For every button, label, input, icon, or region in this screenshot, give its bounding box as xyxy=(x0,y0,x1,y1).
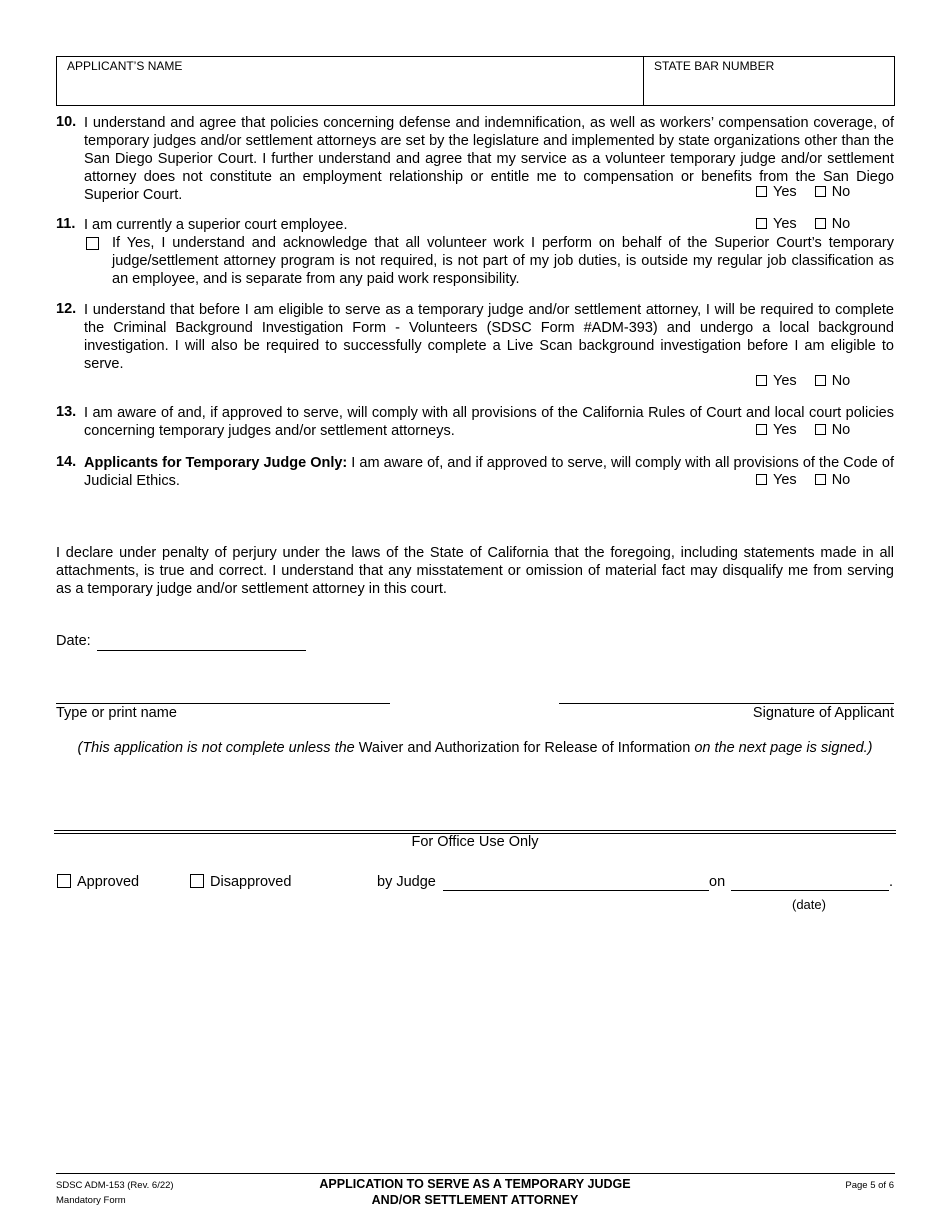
checkbox-icon[interactable] xyxy=(815,186,826,197)
applicant-name-field[interactable] xyxy=(57,57,644,105)
item-11-acknowledge-checkbox[interactable] xyxy=(86,237,99,250)
item-14-bold-lead: Applicants for Temporary Judge Only: xyxy=(84,455,348,471)
item-12-no[interactable]: No xyxy=(815,373,851,389)
office-date-caption: (date) xyxy=(792,897,826,912)
checkbox-icon[interactable] xyxy=(815,375,826,386)
office-date-line[interactable] xyxy=(731,877,889,891)
checkbox-icon[interactable] xyxy=(756,375,767,386)
checkbox-icon[interactable] xyxy=(57,874,71,888)
checkbox-icon[interactable] xyxy=(190,874,204,888)
item-14-options xyxy=(756,472,850,488)
notice-part2: Waiver and Authorization for Release of Information xyxy=(358,740,691,756)
item-14-no[interactable]: No xyxy=(815,472,851,488)
item-13-text: I am aware of and, if approved to serve, will comply with all provisions of the California Rules of Court and local court policies concerning temporary judges and/or settlement attorneys. xyxy=(84,405,894,439)
on-label: on xyxy=(709,874,726,890)
print-name-line[interactable] xyxy=(56,688,390,704)
checkbox-icon[interactable] xyxy=(756,474,767,485)
state-bar-number-label: STATE BAR NUMBER xyxy=(654,59,775,73)
footer-form-id: SDSC ADM-153 (Rev. 6/22) xyxy=(56,1180,174,1191)
state-bar-number-field[interactable] xyxy=(644,57,894,105)
footer-rule xyxy=(56,1173,895,1174)
footer-page-number: Page 5 of 6 xyxy=(845,1180,894,1191)
notice-part1: (This application is not complete unless the xyxy=(77,740,359,756)
item-13-yes[interactable]: Yes xyxy=(756,422,797,438)
footer-form-title xyxy=(250,1176,700,1208)
footer-mandatory: Mandatory Form xyxy=(56,1195,126,1206)
signature-line[interactable] xyxy=(559,688,894,704)
item-10-number: 10. xyxy=(56,114,77,130)
checkbox-icon[interactable] xyxy=(756,186,767,197)
notice-part3: on the next page is signed.) xyxy=(690,740,873,756)
item-14-yes[interactable]: Yes xyxy=(756,472,797,488)
item-10-yes[interactable]: Yes xyxy=(756,184,797,200)
item-11-no[interactable]: No xyxy=(815,216,851,232)
office-date-period: . xyxy=(889,874,894,890)
item-11-number: 11. xyxy=(56,216,76,232)
item-10-options xyxy=(756,184,850,200)
checkbox-icon[interactable] xyxy=(815,218,826,229)
office-use-title: For Office Use Only xyxy=(411,834,539,850)
date-label: Date: xyxy=(56,633,91,649)
item-12-text: I understand that before I am eligible to serve as a temporary judge and/or settlement attorney, I will be required to complete the Criminal Background Investigation Form - Volunteers (SDSC Form #ADM-393) and undergo a local background investigation. I will also be required to successfully complete a Live Scan background investigation before I am eligible to serve. xyxy=(84,302,894,372)
completion-notice xyxy=(0,740,950,756)
by-judge-label: by Judge xyxy=(377,874,436,890)
declaration-text: I declare under penalty of perjury under the laws of the State of California that the foregoing, including statements made in all attachments, is true and correct. I understand that any misstatement or omission of material fact may disqualify me from serving as a temporary judge and/or settlement attorney in this court. xyxy=(56,545,894,597)
approved-option[interactable]: Approved xyxy=(57,874,139,890)
footer-title-line1: APPLICATION TO SERVE AS A TEMPORARY JUDGE xyxy=(319,1177,631,1191)
judge-name-line[interactable] xyxy=(443,877,709,891)
item-13-options xyxy=(756,422,850,438)
applicant-name-label: APPLICANT’S NAME xyxy=(67,59,183,73)
signature-label: Signature of Applicant xyxy=(752,705,894,721)
item-11-yes[interactable]: Yes xyxy=(756,216,797,232)
item-12-options xyxy=(756,373,850,389)
checkbox-icon[interactable] xyxy=(815,474,826,485)
item-13-no[interactable]: No xyxy=(815,422,851,438)
disapproved-option[interactable]: Disapproved xyxy=(190,874,291,890)
item-14-text: I am aware of, and if approved to serve, will comply with all provisions of the Code of Judicial Ethics. xyxy=(84,455,894,489)
item-13-number: 13. xyxy=(56,404,77,420)
checkbox-icon[interactable] xyxy=(815,424,826,435)
checkbox-icon[interactable] xyxy=(756,424,767,435)
print-name-label: Type or print name xyxy=(56,705,177,721)
footer-title-line2: AND/OR SETTLEMENT ATTORNEY xyxy=(371,1193,579,1207)
item-11-sub-text: If Yes, I understand and acknowledge that all volunteer work I perform on behalf of the Superior Court’s temporary judge/settlement attorney program is not required, is not part of my job duties, is outside my regular job classification as an employee, and is separate from any paid work responsibility. xyxy=(112,235,894,287)
item-11-text: I am currently a superior court employee. xyxy=(84,217,348,233)
item-12-yes[interactable]: Yes xyxy=(756,373,797,389)
checkbox-icon[interactable] xyxy=(756,218,767,229)
item-11-options xyxy=(756,216,850,232)
date-input-line[interactable] xyxy=(97,636,306,651)
applicant-header-box xyxy=(56,56,895,106)
item-10-text: I understand and agree that policies concerning defense and indemnification, as well as workers’ compensation coverage, of temporary judges and/or settlement attorneys are set by the legislature and implemented by state organizations other than the San Diego Superior Court. I further understand and agree that my service as a volunteer temporary judge and/or settlement attorney does not constitute an employment relationship or entitle me to compensation or benefits from the San Diego Superior Court. xyxy=(84,115,894,203)
item-12-number: 12. xyxy=(56,301,77,317)
item-14-number: 14. xyxy=(56,454,77,470)
item-10-no[interactable]: No xyxy=(815,184,851,200)
